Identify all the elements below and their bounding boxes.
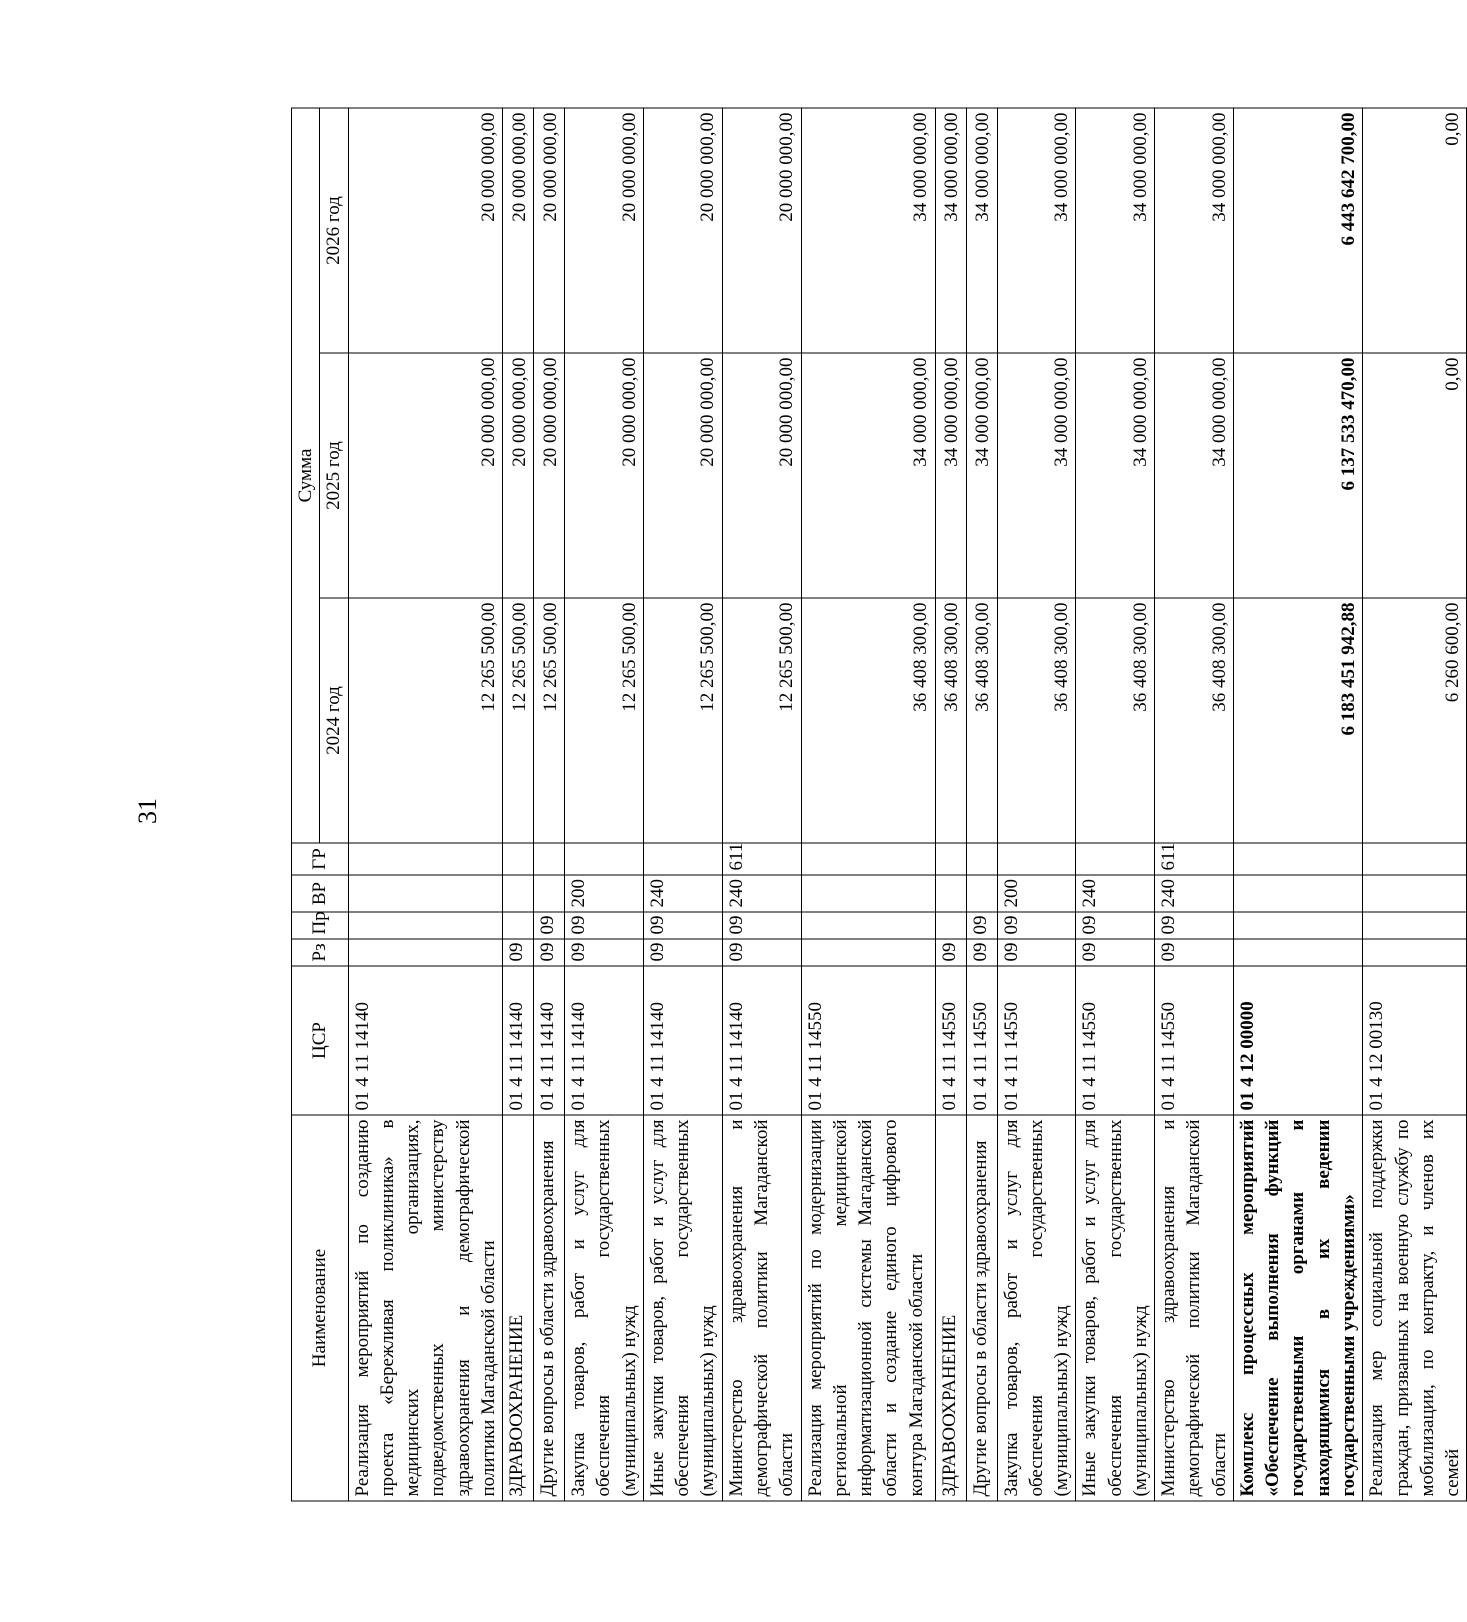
table-cell-2024: 36 408 300,00 [1155,598,1234,843]
table-cell-2025: 34 000 000,00 [1076,353,1155,598]
table-row [534,108,565,1501]
table-cell-2026: 34 000 000,00 [1155,108,1234,353]
table-cell-2024: 12 265 500,00 [565,598,644,843]
table-cell-name: Закупка товаров, работ и услуг для обеспечения государственных (муниципальных) нужд [565,1115,644,1501]
table-cell-2025: 34 000 000,00 [966,353,997,598]
table-cell-name: Реализация мер социальной поддержки граждан, призванных на военную службу по мобилизации, по контракту, и членов их семей [1363,1115,1467,1501]
table-cell-name: Другие вопросы в области здравоохранения [966,1115,997,1501]
table-row [503,108,534,1501]
header-vr: ВР [292,875,349,912]
table-cell-name: ЗДРАВООХРАНЕНИЕ [503,1115,534,1501]
table-cell-csr: 01 4 11 14140 [565,966,644,1115]
table-cell-2025: 20 000 000,00 [565,353,644,598]
table-cell-pr: 09 [565,912,644,939]
table-cell-rz: 09 [503,939,534,966]
table-cell-2026: 20 000 000,00 [534,108,565,353]
table-cell-2024: 6 260 600,00 [1363,598,1467,843]
table-cell-rz [801,939,935,966]
table-cell-2025: 34 000 000,00 [935,353,966,598]
table-cell-2025: 6 137 533 470,00 [1233,353,1362,598]
table-cell-gr [565,843,644,875]
table-cell-rz: 09 [643,939,722,966]
table-cell-2026: 20 000 000,00 [643,108,722,353]
table-cell-csr: 01 4 11 14550 [801,966,935,1115]
table-cell-vr: 200 [565,875,644,912]
table-row [722,108,801,1501]
table-row [1363,108,1467,1501]
table-cell-csr: 01 4 12 00000 [1233,966,1362,1115]
table-cell-2024: 36 408 300,00 [801,598,935,843]
table-cell-name: Другие вопросы в области здравоохранения [534,1115,565,1501]
page-number: 31 [133,798,162,824]
table-cell-vr: 240 [722,875,801,912]
table-cell-2025: 34 000 000,00 [997,353,1076,598]
table-cell-gr [1363,843,1467,875]
table-cell-pr: 09 [1076,912,1155,939]
table-cell-name: Министерство здравоохранения и демографической политики Магаданской области [1155,1115,1234,1501]
table-cell-2025: 0,00 [1363,353,1467,598]
header-name: Наименование [292,1115,349,1501]
table-cell-vr [1363,875,1467,912]
header-csr: ЦСР [292,966,349,1115]
table-cell-name: Министерство здравоохранения и демографической политики Магаданской области [722,1115,801,1501]
table-cell-pr: 09 [534,912,565,939]
table-cell-2025: 34 000 000,00 [801,353,935,598]
table-cell-rz [1363,939,1467,966]
table-row [1155,108,1234,1501]
table-cell-name: ЗДРАВООХРАНЕНИЕ [935,1115,966,1501]
table-cell-vr [534,875,565,912]
table-cell-2024: 12 265 500,00 [348,598,503,843]
table-cell-2025: 20 000 000,00 [722,353,801,598]
table-cell-vr [966,875,997,912]
header-2026: 2026 год [320,108,348,353]
table-cell-rz: 09 [565,939,644,966]
table-cell-2026: 34 000 000,00 [997,108,1076,353]
table-cell-csr: 01 4 11 14550 [1076,966,1155,1115]
table-cell-2026: 20 000 000,00 [565,108,644,353]
table-cell-pr [503,912,534,939]
table-cell-vr [1233,875,1362,912]
table-cell-2024: 12 265 500,00 [722,598,801,843]
table-cell-csr: 01 4 11 14140 [534,966,565,1115]
table-cell-2026: 0,00 [1363,108,1467,353]
table-cell-pr: 09 [997,912,1076,939]
table-cell-2024: 12 265 500,00 [534,598,565,843]
table-cell-2026: 20 000 000,00 [348,108,503,353]
table-cell-name: Закупка товаров, работ и услуг для обеспечения государственных (муниципальных) нужд [997,1115,1076,1501]
table-body [348,108,1467,1501]
table-cell-rz [1233,939,1362,966]
table-cell-rz: 09 [1076,939,1155,966]
table-cell-vr: 240 [1155,875,1234,912]
table-cell-rz: 09 [966,939,997,966]
table-cell-2024: 36 408 300,00 [1076,598,1155,843]
table-row [565,108,644,1501]
table-cell-2025: 20 000 000,00 [503,353,534,598]
table-cell-pr: 09 [1155,912,1234,939]
table-cell-gr [348,843,503,875]
table-cell-2026: 34 000 000,00 [966,108,997,353]
table-row [348,108,503,1501]
header-sum: Сумма [292,108,320,843]
table-cell-2026: 34 000 000,00 [1076,108,1155,353]
table-cell-pr [1233,912,1362,939]
table-cell-2025: 20 000 000,00 [348,353,503,598]
table-cell-rz: 09 [935,939,966,966]
table-cell-gr [643,843,722,875]
table-cell-gr [801,843,935,875]
table-cell-2024: 12 265 500,00 [643,598,722,843]
table-cell-name: Реализация мероприятий по модернизации региональной медицинской информатизационной системы Магаданской области и создание единого цифрового контура Магаданской области [801,1115,935,1501]
table-cell-2025: 20 000 000,00 [643,353,722,598]
table-cell-gr [534,843,565,875]
table-row [1233,108,1362,1501]
table-cell-pr [348,912,503,939]
table-cell-vr: 200 [997,875,1076,912]
table-cell-2026: 6 443 642 700,00 [1233,108,1362,353]
table-row [935,108,966,1501]
table-cell-name: Иные закупки товаров, работ и услуг для обеспечения государственных (муниципальных) нужд [643,1115,722,1501]
table-cell-name: Комплекс процессных мероприятий «Обеспечение выполнения функций государственными органами и находящимися в их ведении государственными учреждениями» [1233,1115,1362,1501]
table-cell-csr: 01 4 11 14140 [722,966,801,1115]
table-cell-pr: 09 [966,912,997,939]
table-cell-vr [801,875,935,912]
table-cell-gr [1076,843,1155,875]
table-cell-csr: 01 4 11 14140 [643,966,722,1115]
header-rz: Рз [292,939,349,966]
table-cell-2025: 34 000 000,00 [1155,353,1234,598]
table-cell-gr [935,843,966,875]
table-cell-rz: 09 [997,939,1076,966]
budget-table [291,108,1467,1502]
table-cell-vr [348,875,503,912]
table-cell-2024: 12 265 500,00 [503,598,534,843]
table-cell-pr [801,912,935,939]
table-cell-gr: 611 [1155,843,1234,875]
table-cell-2026: 20 000 000,00 [503,108,534,353]
table-cell-csr: 01 4 11 14550 [935,966,966,1115]
table-cell-csr: 01 4 11 14550 [997,966,1076,1115]
table-cell-2024: 36 408 300,00 [997,598,1076,843]
table-cell-2024: 6 183 451 942,88 [1233,598,1362,843]
table-cell-name: Иные закупки товаров, работ и услуг для обеспечения государственных (муниципальных) нужд [1076,1115,1155,1501]
table-cell-gr [503,843,534,875]
table-cell-2026: 20 000 000,00 [722,108,801,353]
table-cell-vr: 240 [1076,875,1155,912]
table-cell-vr [935,875,966,912]
table-cell-csr: 01 4 11 14550 [1155,966,1234,1115]
table-cell-vr [503,875,534,912]
header-pr: Пр [292,912,349,939]
table-cell-csr: 01 4 11 14140 [348,966,503,1115]
table-cell-pr: 09 [722,912,801,939]
table-cell-gr: 611 [722,843,801,875]
table-cell-pr [935,912,966,939]
header-2025: 2025 год [320,353,348,598]
table-cell-csr: 01 4 12 00130 [1363,966,1467,1115]
table-cell-2025: 20 000 000,00 [534,353,565,598]
table-cell-rz: 09 [722,939,801,966]
table-row [643,108,722,1501]
header-row [292,108,320,1501]
rotated-table-container [291,109,1464,1502]
table-cell-vr: 240 [643,875,722,912]
table-cell-pr: 09 [643,912,722,939]
table-cell-rz: 09 [534,939,565,966]
table-cell-gr [1233,843,1362,875]
table-row [997,108,1076,1501]
table-cell-rz [348,939,503,966]
table-cell-2026: 34 000 000,00 [801,108,935,353]
header-2024: 2024 год [320,598,348,843]
table-cell-gr [997,843,1076,875]
table-cell-pr [1363,912,1467,939]
header-gr: ГР [292,843,349,875]
table-cell-gr [966,843,997,875]
table-cell-name: Реализация мероприятий по созданию проекта «Бережливая поликлиника» в медицинских организациях, подведомственных министерству здравоохранения и демографической политики Магаданской области [348,1115,503,1501]
table-cell-2026: 34 000 000,00 [935,108,966,353]
table-cell-2024: 36 408 300,00 [935,598,966,843]
table-cell-csr: 01 4 11 14140 [503,966,534,1115]
table-cell-csr: 01 4 11 14550 [966,966,997,1115]
table-cell-rz: 09 [1155,939,1234,966]
table-cell-2024: 36 408 300,00 [966,598,997,843]
table-row [801,108,935,1501]
table-row [966,108,997,1501]
table-row [1076,108,1155,1501]
